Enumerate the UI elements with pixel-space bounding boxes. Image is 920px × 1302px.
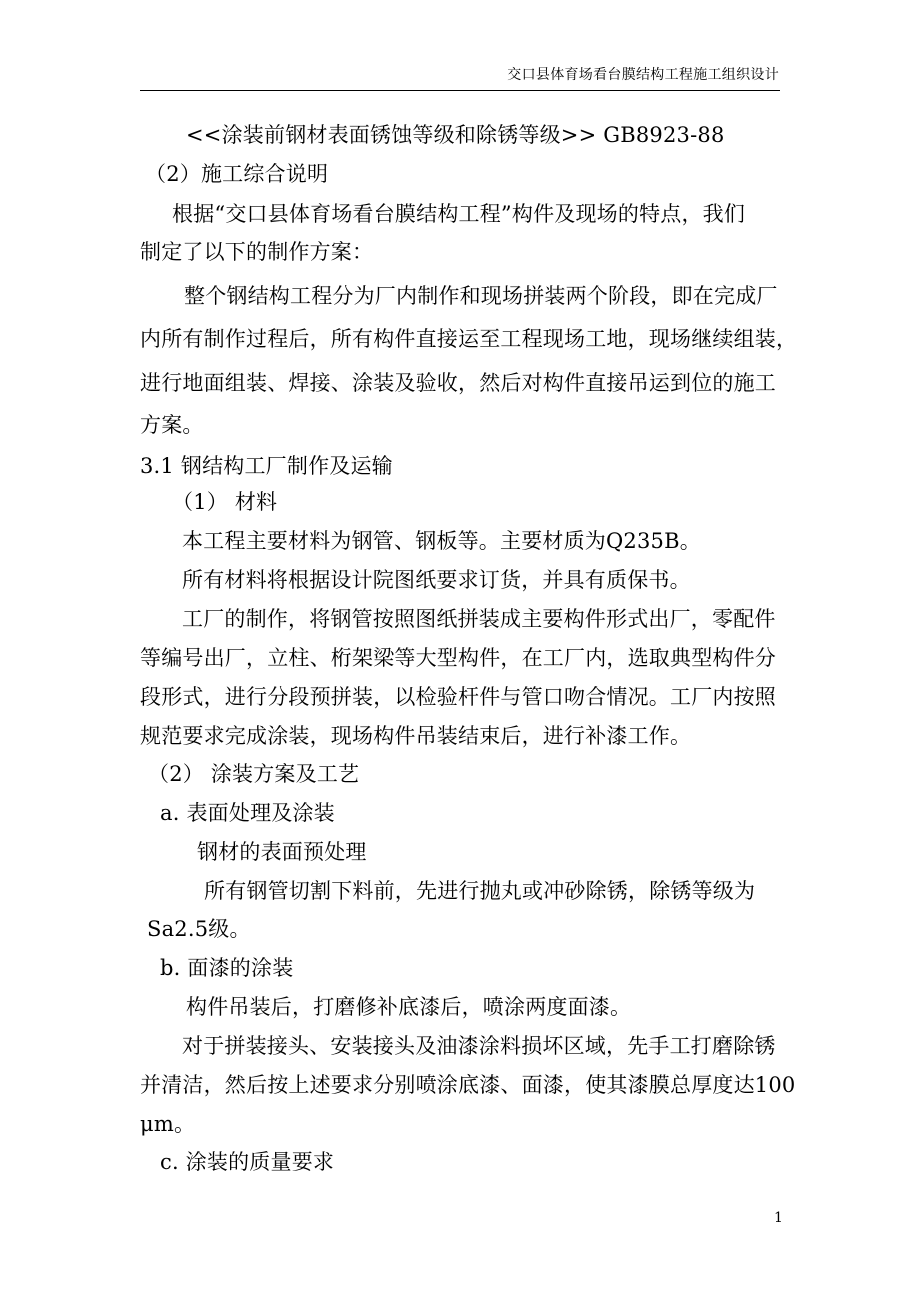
paragraph-line: 进行地面组装、焊接、涂装及验收，然后对构件直接吊运到位的施工 [140,371,776,395]
paragraph-line: 规范要求完成涂装，现场构件吊装结束后，进行补漆工作。 [140,724,692,748]
paragraph-line: Sa2.5级。 [147,917,251,941]
list-item-a: a. 表面处理及涂装 [160,801,335,825]
section-heading-factory-fabrication: 3.1 钢结构工厂制作及运输 [140,454,393,478]
standard-reference-line: <<涂装前钢材表面锈蚀等级和除锈等级>> GB8923-88 [186,123,725,147]
list-item-b: b. 面漆的涂装 [160,956,294,980]
paragraph-line: μm。 [140,1112,196,1136]
paragraph-line: 对于拼装接头、安装接头及油漆涂料损坏区域，先手工打磨除锈 [182,1034,776,1058]
subsection-heading-coating-plan: （2） 涂装方案及工艺 [148,762,360,786]
subsection-heading-materials: （1） 材料 [172,490,278,514]
paragraph-line: 根据“交口县体育场看台膜结构工程”构件及现场的特点，我们 [172,202,746,226]
page-number: 1 [774,1210,783,1226]
paragraph-line: 本工程主要材料为钢管、钢板等。主要材质为Q235B。 [182,529,701,553]
paragraph-line: 内所有制作过程后，所有构件直接运至工程现场工地，现场继续组装， [140,327,798,351]
list-item-c: c. 涂装的质量要求 [160,1150,335,1174]
paragraph-line: 构件吊装后，打磨修补底漆后，喷涂两度面漆。 [186,995,632,1019]
running-header: 交口县体育场看台膜结构工程施工组织设计 [507,67,779,83]
paragraph-line: 所有材料将根据设计院图纸要求订货，并具有质保书。 [182,568,691,592]
paragraph-line: 所有钢管切割下料前，先进行抛丸或冲砂除锈，除锈等级为 [204,879,756,903]
paragraph-line: 制定了以下的制作方案： [140,240,374,264]
paragraph-line: 方案。 [140,413,204,437]
paragraph-line: 等编号出厂，立柱、桁架梁等大型构件，在工厂内，选取典型构件分 [140,646,776,670]
paragraph-line: 工厂的制作，将钢管按照图纸拼装成主要构件形式出厂，零配件 [182,607,776,631]
paragraph-line: 整个钢结构工程分为厂内制作和现场拼装两个阶段，即在完成厂 [184,284,778,308]
paragraph-line: 段形式，进行分段预拼装，以检验杆件与管口吻合情况。工厂内按照 [140,685,776,709]
paragraph-line: 钢材的表面预处理 [197,840,367,864]
header-divider [140,90,780,91]
paragraph-line: 并清洁，然后按上述要求分别喷涂底漆、面漆，使其漆膜总厚度达100 [140,1073,796,1097]
section-heading-construction-notes: （2）施工综合说明 [145,162,329,186]
